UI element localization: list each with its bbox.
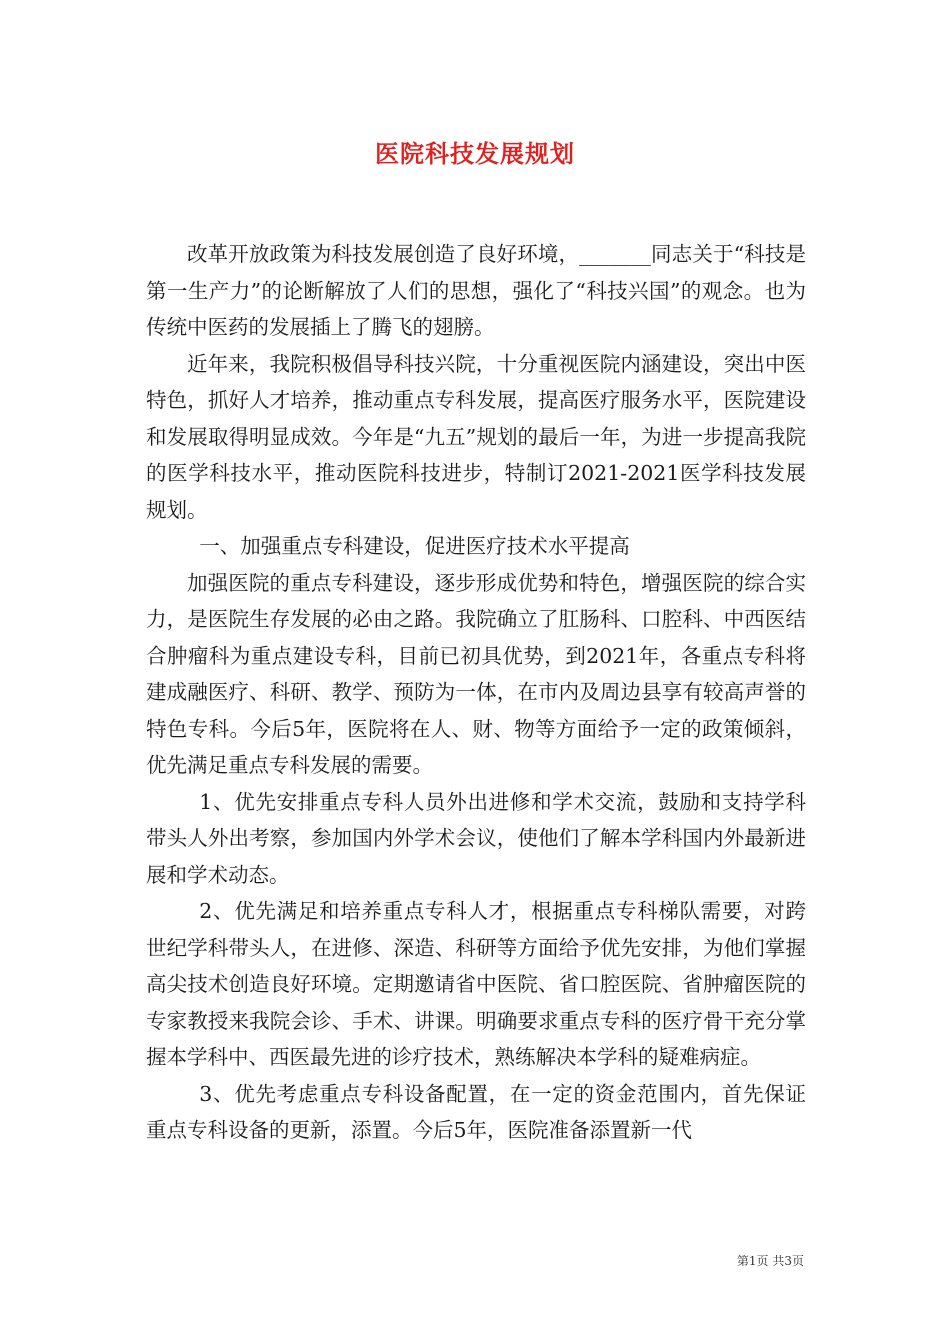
paragraph-section-body: 加强医院的重点专科建设，逐步形成优势和特色，增强医院的综合实力，是医院生存发展的必由之路。我院确立了肛肠科、口腔科、中西医结合肿瘤科为重点建设专科，目前已初具优势，到2021年，各重点专科将建成融医疗、科研、教学、预防为一体，在市内及周边县享有较高声誉的特色专科。今后5年，医院将在人、财、物等方面给予一定的政策倾斜，优先满足重点专科发展的需要。 xyxy=(146,570,806,777)
paragraph-background: 近年来，我院积极倡导科技兴院，十分重视医院内涵建设，突出中医特色，抓好人才培养，推动重点专科发展，提高医疗服务水平，医院建设和发展取得明显成效。今年是“九五”规划的最后一年，为进一步提高我院的医学科技水平，推动医院科技进步，特制订2021-2021医学科技发展规划。 xyxy=(146,351,806,522)
document-body xyxy=(146,236,806,1149)
list-item-3: 3、优先考虑重点专科设备配置，在一定的资金范围内，首先保证重点专科设备的更新，添置。今后5年，医院准备添置新一代 xyxy=(146,1081,806,1142)
section-heading: 一、加强重点专科建设，促进医疗技术水平提高 xyxy=(199,534,630,558)
page-number-footer: 第1页 共3页 xyxy=(736,1254,804,1268)
list-item-2: 2、优先满足和培养重点专科人才，根据重点专科梯队需要，对跨世纪学科带头人，在进修、深造、科研等方面给予优先安排，为他们掌握高尖技术创造良好环境。定期邀请省中医院、省口腔医院、省肿瘤医院的专家教授来我院会诊、手术、讲课。明确要求重点专科的医疗骨干充分掌握本学科中、西医最先进的诊疗技术，熟练解决本学科的疑难病症。 xyxy=(146,899,806,1069)
paragraph-intro: 改革开放政策为科技发展创造了良好环境，_______同志关于“科技是第一生产力”的论断解放了人们的思想，强化了“科技兴国”的观念。也为传统中医药的发展插上了腾飞的翅膀。 xyxy=(146,242,806,339)
document-title: 医院科技发展规划 xyxy=(375,139,575,168)
list-item-1: 1、优先安排重点专科人员外出进修和学术交流，鼓励和支持学科带头人外出考察，参加国内外学术会议，使他们了解本学科国内外最新进展和学术动态。 xyxy=(146,789,806,887)
